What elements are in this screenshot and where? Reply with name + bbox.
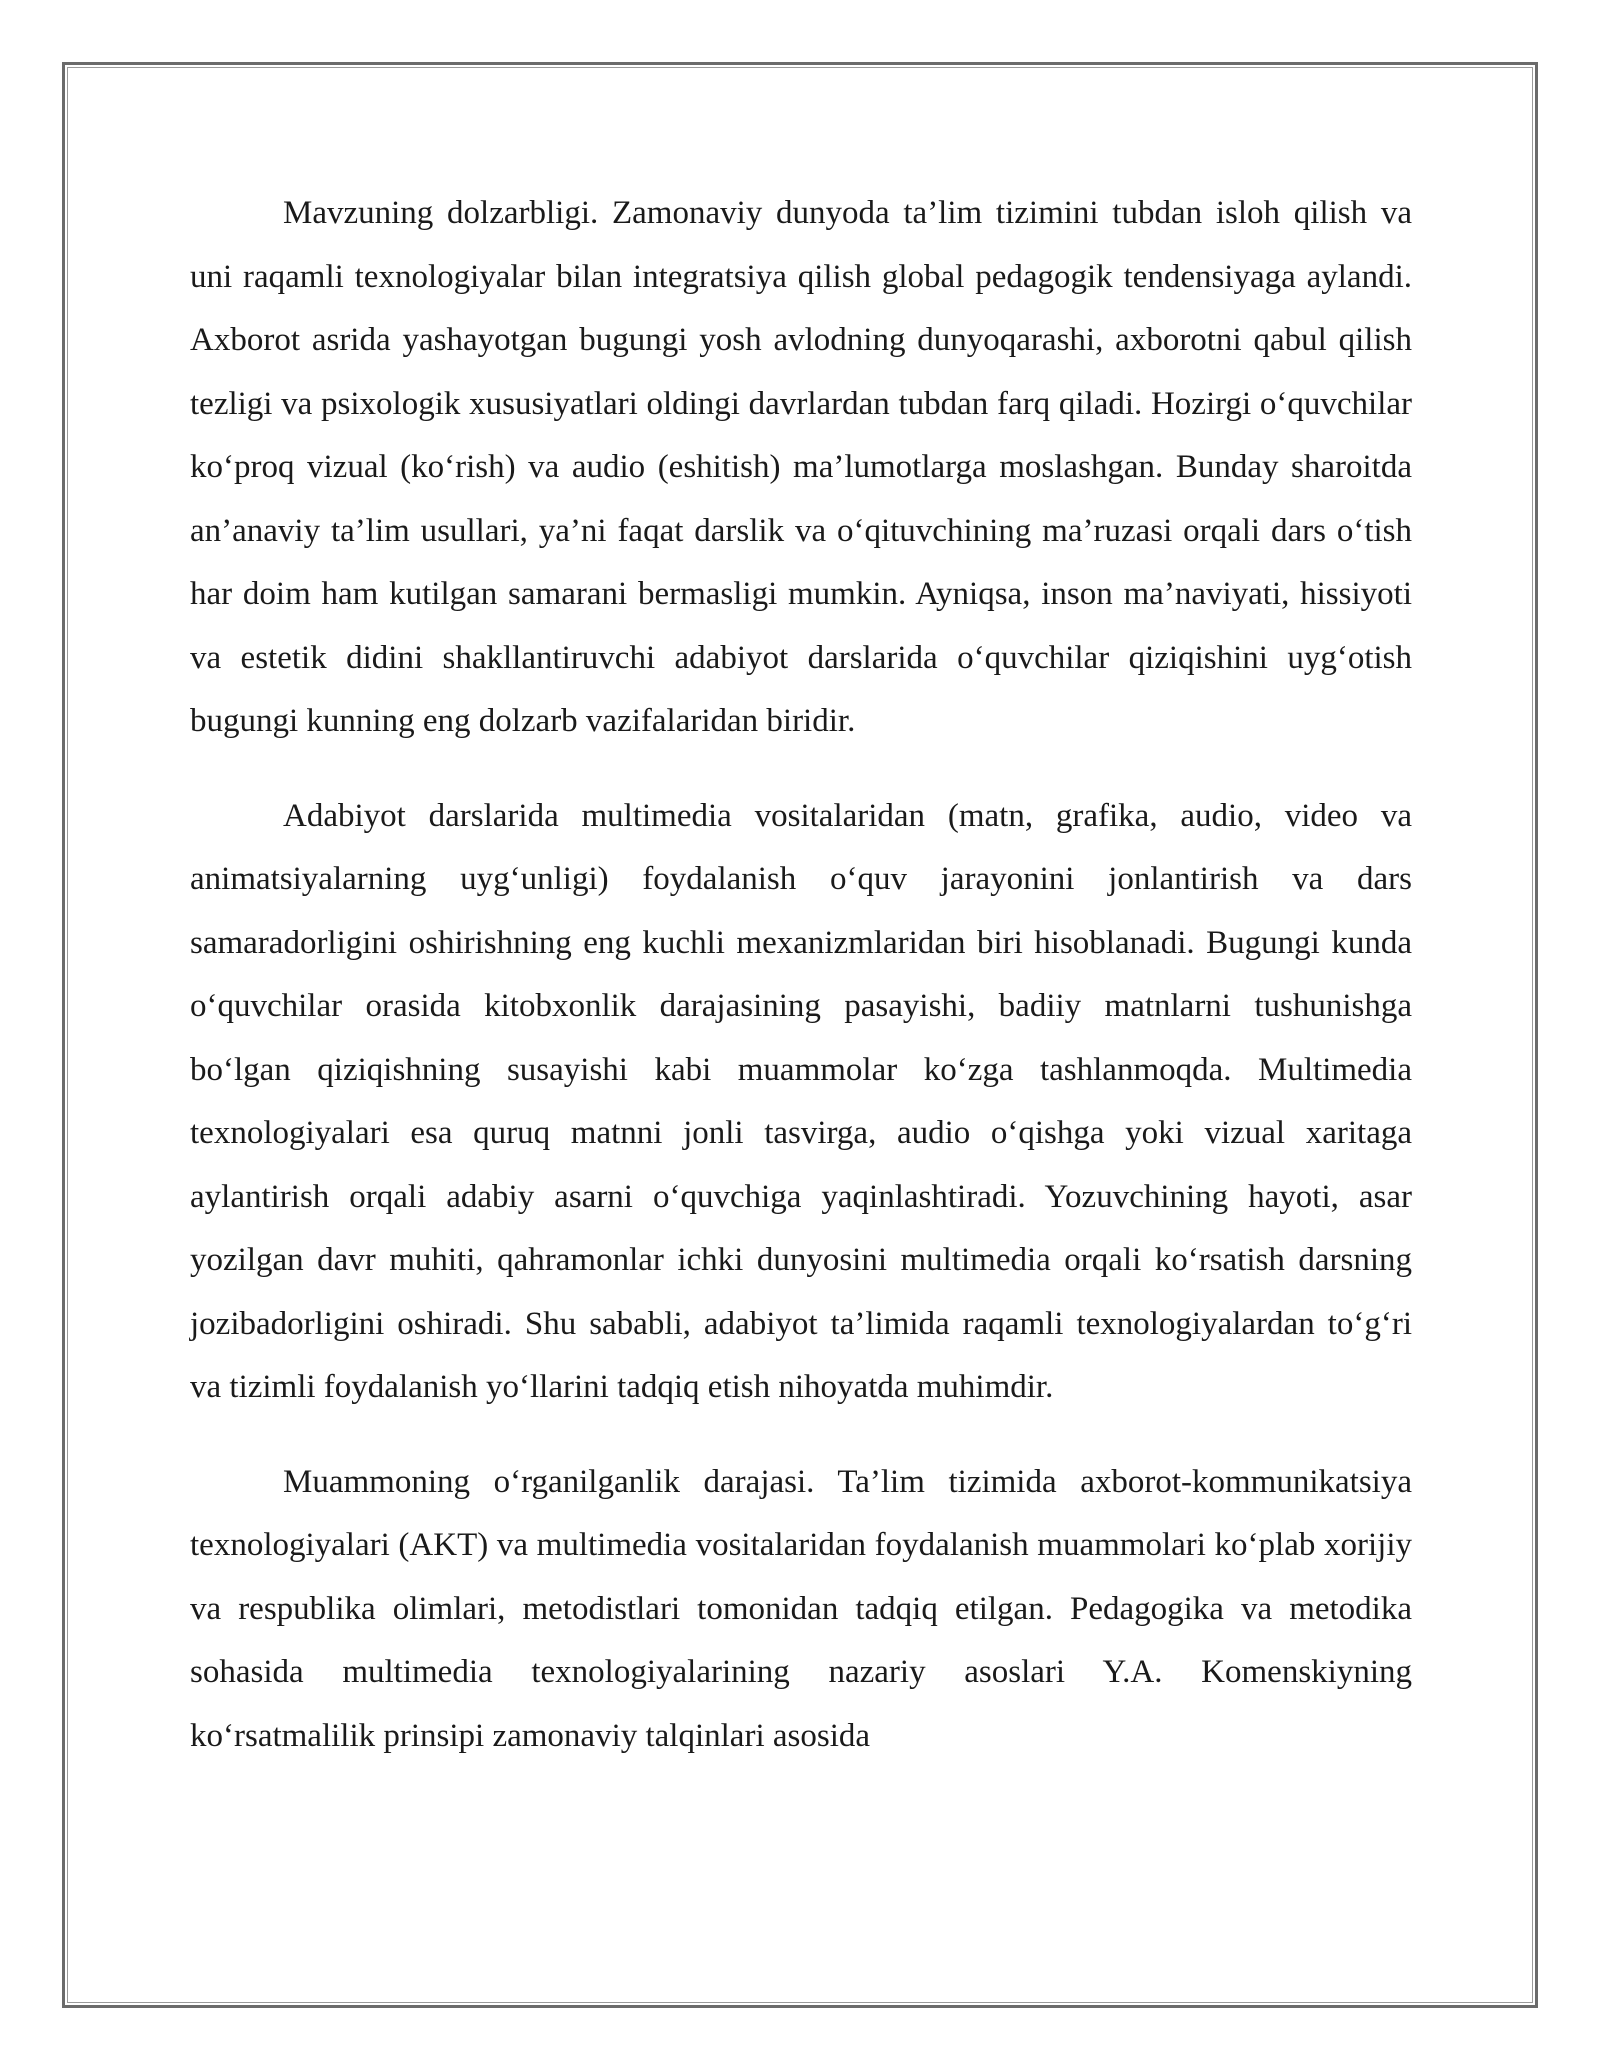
document-body <box>190 182 1412 1768</box>
paragraph-relevance: Mavzuning dolzarbligi. Zamonaviy dunyoda ta’lim tizimini tubdan isloh qilish va uni raqamli texnologiyalar bilan integratsiya qilish global pedagogik tendensiyaga aylandi. Axborot asrida yashayotgan bugungi yosh avlodning dunyoqarashi, axborotni qabul qilish tezligi va psixologik xususiyatlari oldingi davrlardan tubdan farq qiladi. Hozirgi o‘quvchilar ko‘proq vizual (ko‘rish) va audio (eshitish) ma’lumotlarga moslashgan. Bunday sharoitda an’anaviy ta’lim usullari, ya’ni faqat darslik va o‘qituvchining ma’ruzasi orqali dars o‘tish har doim ham kutilgan samarani bermasligi mumkin. Ayniqsa, inson ma’naviyati, hissiyoti va estetik didini shakllantiruvchi adabiyot darslarida o‘quvchilar qiziqishini uyg‘otish bugungi kunning eng dolzarb vazifalaridan biridir. <box>190 195 1412 739</box>
paragraph-research-level: Muammoning o‘rganilganlik darajasi. Ta’lim tizimida axborot-kommunikatsiya texnologiyalari (AKT) va multimedia vositalaridan foydalanish muammolari ko‘plab xorijiy va respublika olimlari, metodistlari tomonidan tadqiq etilgan. Pedagogika va metodika sohasida multimedia texnologiyalarining nazariy asoslari Y.A. Komenskiyning ko‘rsatmalilik prinsipi zamonaviy talqinlari asosida <box>190 1463 1412 1754</box>
paragraph-multimedia: Adabiyot darslarida multimedia vositalaridan (matn, grafika, audio, video va animatsiyalarning uyg‘unligi) foydalanish o‘quv jarayonini jonlantirish va dars samaradorligini oshirishning eng kuchli mexanizmlaridan biri hisoblanadi. Bugungi kunda o‘quvchilar orasida kitobxonlik darajasining pasayishi, badiiy matnlarni tushunishga bo‘lgan qiziqishning susayishi kabi muammolar ko‘zga tashlanmoqda. Multimedia texnologiyalari esa quruq matnni jonli tasvirga, audio o‘qishga yoki vizual xaritaga aylantirish orqali adabiy asarni o‘quvchiga yaqinlashtiradi. Yozuvchining hayoti, asar yozilgan davr muhiti, qahramonlar ichki dunyosini multimedia orqali ko‘rsatish darsning jozibadorligini oshiradi. Shu sababli, adabiyot ta’limida raqamli texnologiyalardan to‘g‘ri va tizimli foydalanish yo‘llarini tadqiq etish nihoyatda muhimdir. <box>190 797 1412 1405</box>
